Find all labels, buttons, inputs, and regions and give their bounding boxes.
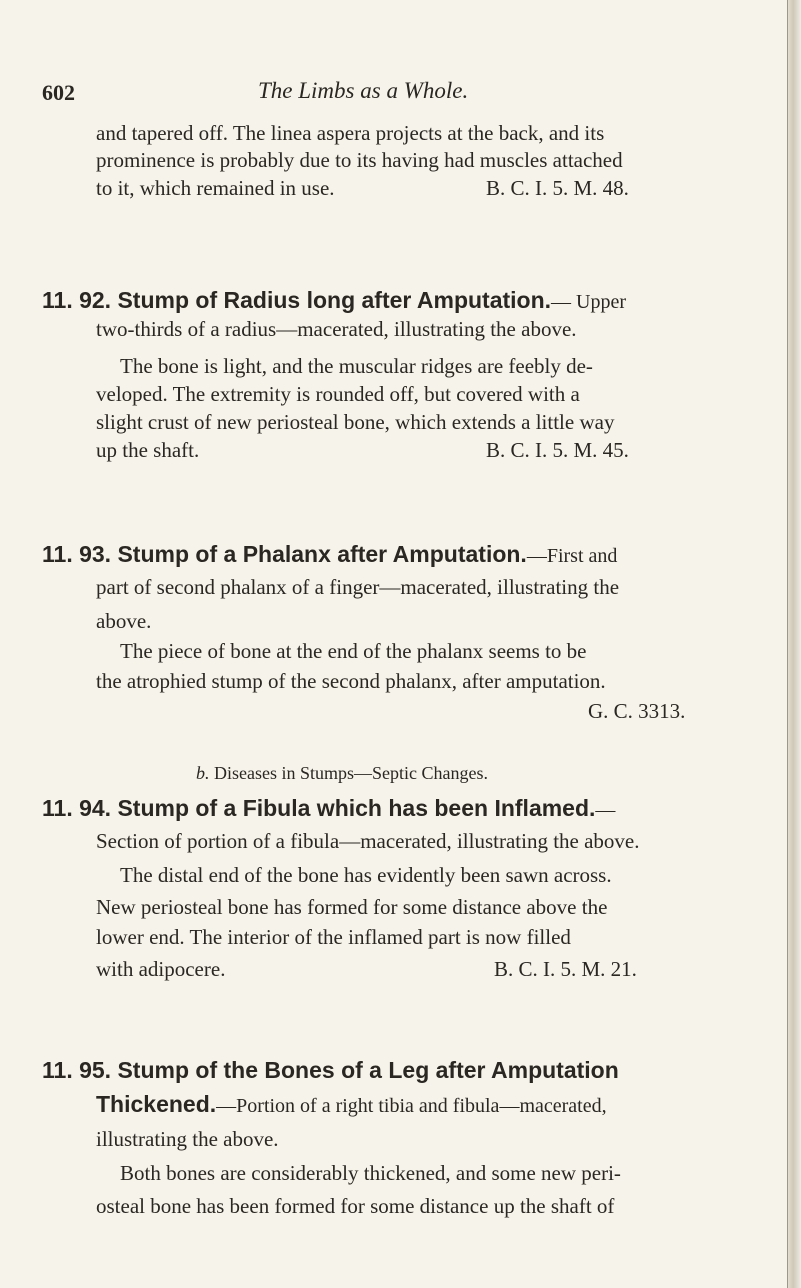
entry-line: part of second phalanx of a finger—macerated, illustrating the [96, 575, 620, 599]
entry-line: up the shaft. [96, 438, 200, 462]
page-edge [787, 0, 801, 1288]
entry-number: 11. 95. [42, 1057, 112, 1083]
entry-lead: — Upper [551, 291, 627, 313]
page-edge-line [787, 0, 788, 1288]
entry-number: 11. 93. [42, 541, 112, 567]
entry-line: The piece of bone at the end of the phalanx seems to be [120, 639, 587, 663]
entry-line: slight crust of new periosteal bone, which extends a little way [96, 410, 615, 434]
entry-heading [42, 1056, 619, 1084]
entry-lead: — [595, 799, 616, 821]
entry-title: Stump of a Fibula which has been Inflamed. [117, 795, 596, 821]
entry-heading-continued [96, 1090, 607, 1120]
intro-line-1-text: and tapered off. The linea aspera projects at the back, and its [96, 121, 605, 145]
intro-line-2: prominence is probably due to its having had muscles attached [96, 148, 623, 172]
entry-line: New periosteal bone has formed for some distance above the [96, 895, 608, 919]
section-subheading [196, 762, 488, 784]
subheading-letter: b. [196, 763, 210, 783]
entry-heading [42, 540, 617, 570]
subheading-text: Diseases in Stumps—Septic Changes. [214, 763, 488, 783]
entry-heading [42, 286, 626, 316]
entry-number: 11. 92. [42, 287, 112, 313]
entry-line: osteal bone has been formed for some distance up the shaft of [96, 1194, 615, 1218]
intro-line-1 [96, 120, 740, 146]
entry-title: Stump of a Phalanx after Amputation. [117, 541, 527, 567]
entry-line: Both bones are considerably thickened, and some new peri- [120, 1161, 621, 1185]
entry-lead: —First and [526, 545, 618, 567]
entry-line: Section of portion of a fibula—macerated, illustrating the above. [96, 829, 640, 853]
intro-line-3: to it, which remained in use. [96, 176, 335, 200]
entry-title: Stump of the Bones of a Leg after Amputation [117, 1057, 619, 1083]
entry-line: illustrating the above. [96, 1127, 279, 1151]
entry-line: veloped. The extremity is rounded off, but covered with a [96, 382, 580, 406]
entry-reference: B. C. I. 5. M. 45. [486, 438, 629, 462]
entry-line: with adipocere. [96, 957, 226, 981]
entry-reference: G. C. 3313. [588, 699, 686, 723]
intro-reference: B. C. I. 5. M. 48. [486, 176, 629, 200]
entry-line: above. [96, 609, 152, 633]
entry-lead: —Portion of a right tibia and fibula—macerated, [216, 1095, 607, 1117]
entry-number: 11. 94. [42, 795, 112, 821]
entry-title-2: Thickened. [96, 1091, 217, 1117]
entry-title: Stump of Radius long after Amputation. [117, 287, 552, 313]
page-number: 602 [42, 80, 75, 105]
entry-line: lower end. The interior of the inflamed part is now filled [96, 925, 571, 949]
entry-line: The bone is light, and the muscular ridges are feebly de- [120, 354, 593, 378]
entry-line: two-thirds of a radius—macerated, illustrating the above. [96, 317, 577, 341]
entry-reference: B. C. I. 5. M. 21. [494, 957, 637, 981]
entry-heading [42, 794, 615, 824]
running-title: The Limbs as a Whole. [258, 78, 469, 103]
entry-line: the atrophied stump of the second phalanx, after amputation. [96, 669, 606, 693]
entry-line: The distal end of the bone has evidently been sawn across. [120, 863, 612, 887]
